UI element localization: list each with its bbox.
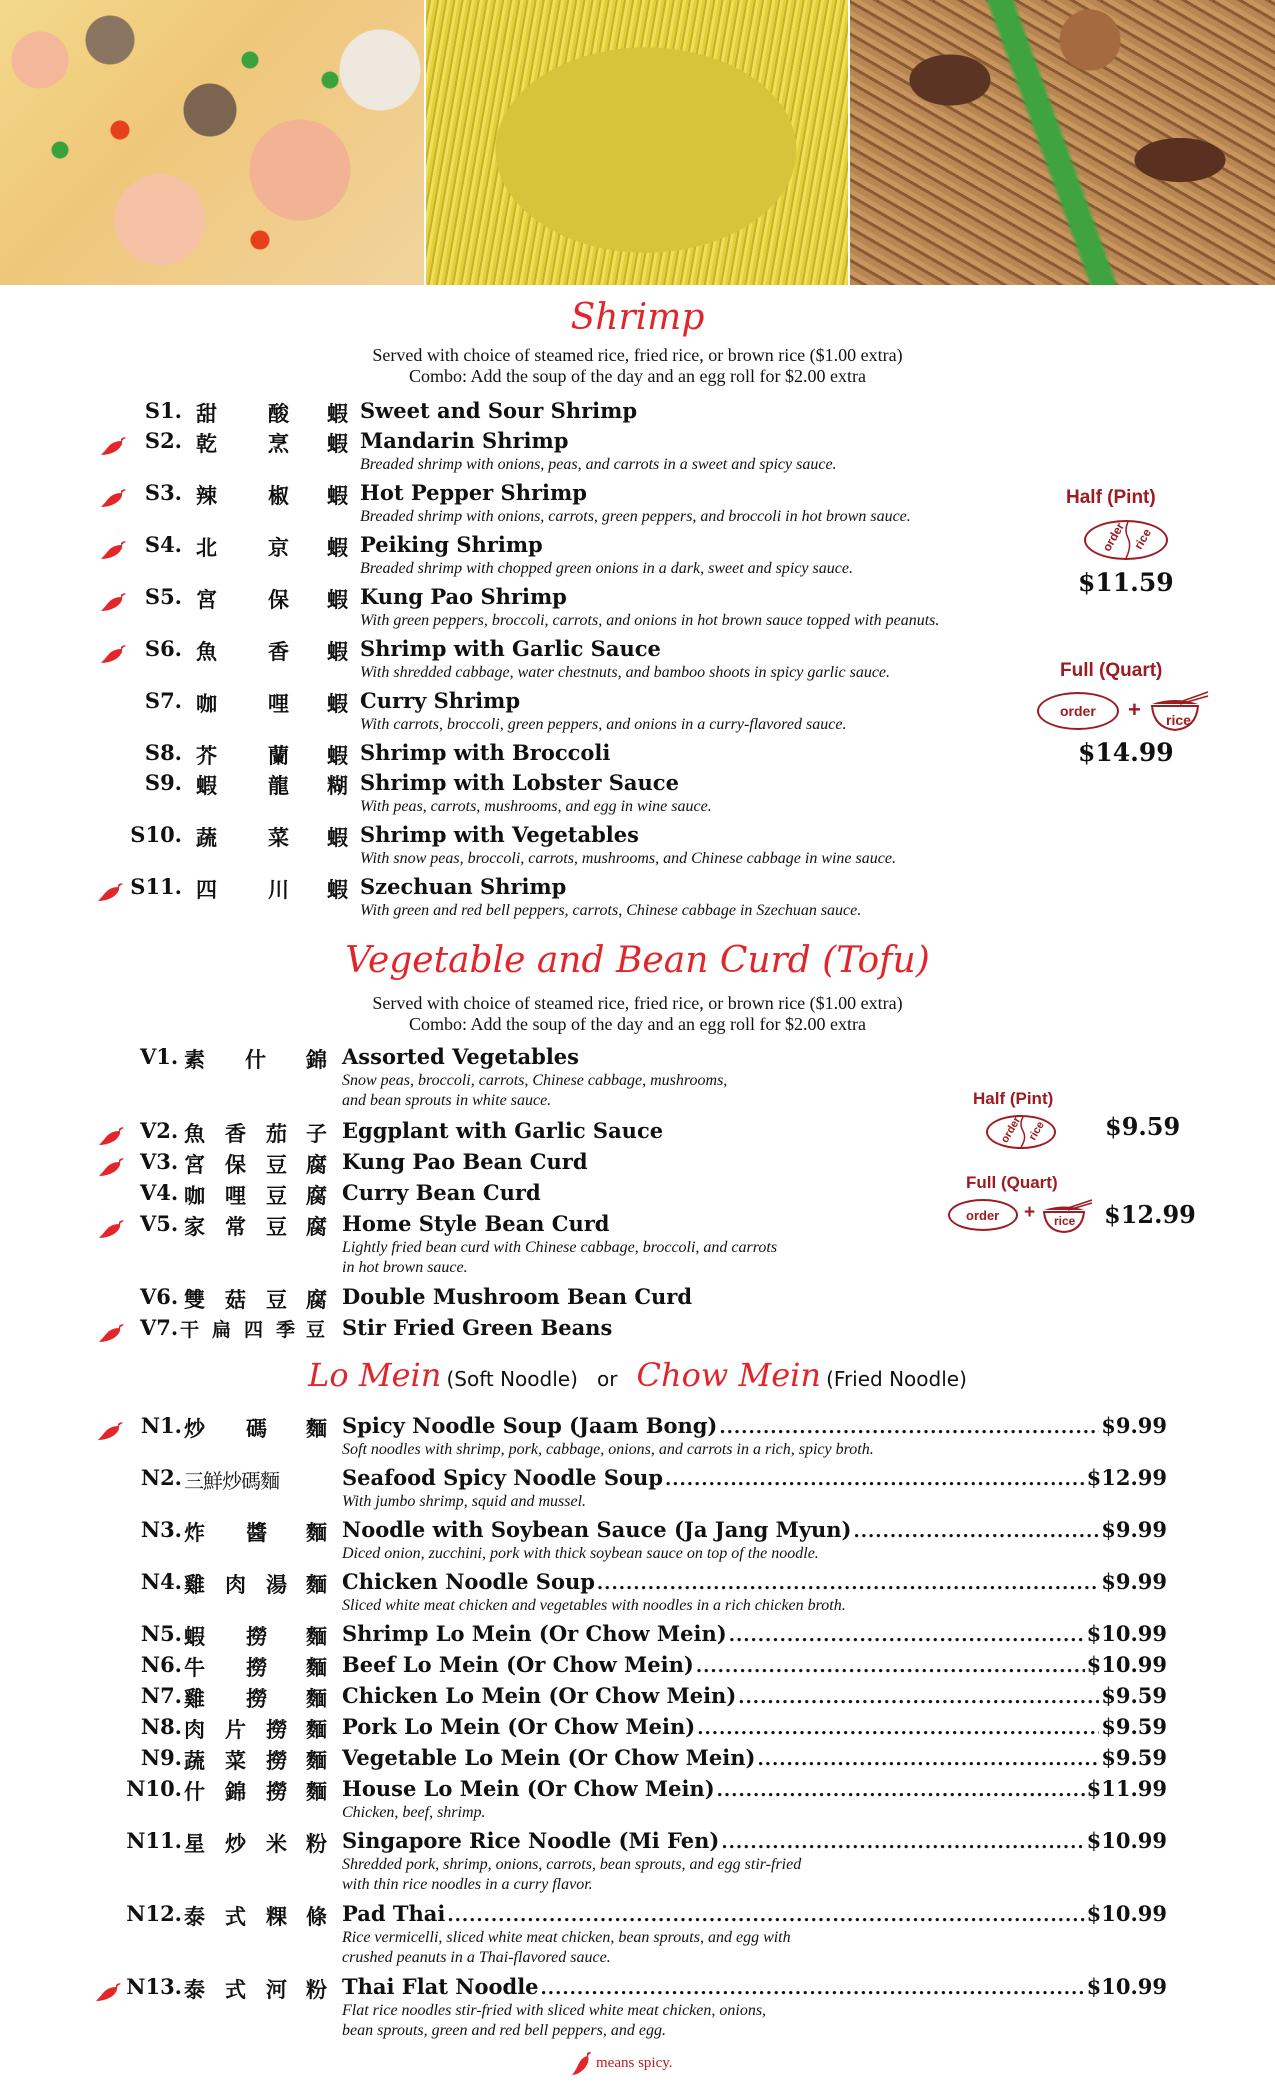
item-name-price-row: [342, 1517, 1167, 1542]
item-chinese-char: 辣: [196, 483, 217, 508]
item-chinese-char: 蝦: [327, 825, 348, 850]
item-name-price-row: [342, 1901, 1167, 1926]
beef-lo-mein-photo: [850, 0, 1275, 285]
item-name: Pork Lo Mein (Or Chow Mein): [342, 1714, 696, 1739]
item-chinese-char: 咖: [184, 1183, 205, 1208]
item-code: N3.: [140, 1517, 182, 1542]
item-name: Shrimp with Lobster Sauce: [360, 770, 679, 795]
full-order-icon: order: [1037, 692, 1119, 730]
item-chinese-char: 蝦: [327, 535, 348, 560]
chow-mein-title: Chow Mein: [636, 1356, 821, 1394]
half-order-rice-icon: order rice: [986, 1115, 1056, 1149]
section-note-line2: Combo: Add the soup of the day and an egg roll for $2.00 extra: [409, 1014, 866, 1034]
item-name: Double Mushroom Bean Curd: [342, 1284, 693, 1309]
item-chinese-char: 雞: [184, 1686, 205, 1711]
item-description: with thin rice noodles in a curry flavor.: [342, 1876, 593, 1893]
item-code: N11.: [126, 1828, 182, 1853]
item-name: Shrimp Lo Mein (Or Chow Mein): [342, 1621, 727, 1646]
item-description: Lightly fried bean curd with Chinese cabbage, broccoli, and carrots: [342, 1239, 778, 1256]
item-code: S4.: [144, 532, 182, 557]
item-price: $10.99: [1086, 1652, 1167, 1677]
section-title-noodles: [0, 1356, 1275, 1394]
item-chinese-char: 宮: [184, 1152, 205, 1177]
half-pint-price: $11.59: [1078, 568, 1174, 597]
singapore-rice-noodle-photo: [424, 0, 850, 285]
item-name-price-row: [342, 1569, 1167, 1594]
item-chinese-char: 椒: [268, 483, 289, 508]
item-chinese-char: 河: [266, 1977, 287, 2002]
item-chinese-char: 蝦: [196, 773, 217, 798]
item-name: Seafood Spicy Noodle Soup: [342, 1465, 663, 1490]
item-name: Curry Bean Curd: [342, 1180, 541, 1205]
item-chinese-char: 乾: [196, 431, 217, 456]
item-chinese-char: 腐: [306, 1214, 327, 1239]
item-code: S5.: [144, 584, 182, 609]
item-chinese-char: 蝦: [327, 401, 348, 426]
item-chinese-char: 撈: [246, 1655, 267, 1680]
item-description: With green peppers, broccoli, carrots, and onions in hot brown sauce topped with peanuts.: [360, 612, 940, 629]
item-chinese-char: 錦: [225, 1779, 246, 1804]
section-note-line1: Served with choice of steamed rice, fried rice, or brown rice ($1.00 extra): [372, 993, 903, 1013]
item-name-price-row: [342, 1683, 1167, 1708]
item-chinese-char: 醬: [246, 1520, 267, 1545]
item-chinese-char: 京: [268, 535, 289, 560]
lo-mein-subtitle: (Soft Noodle): [446, 1367, 578, 1391]
item-name: House Lo Mein (Or Chow Mein): [342, 1776, 715, 1801]
full-quart-price: $12.99: [1104, 1200, 1196, 1229]
item-name: Peiking Shrimp: [360, 532, 543, 557]
item-chinese-char: 茄: [266, 1121, 287, 1146]
item-code: S11.: [130, 874, 182, 899]
item-price: $9.99: [1101, 1413, 1167, 1438]
item-price: $10.99: [1086, 1901, 1167, 1926]
item-chinese-char: 腐: [306, 1287, 327, 1312]
item-description: Flat rice noodles stir-fried with sliced white meat chicken, onions,: [342, 2002, 767, 2019]
item-chinese-char: 雙: [184, 1287, 205, 1312]
item-name: Shrimp with Garlic Sauce: [360, 636, 661, 661]
item-name: Chicken Lo Mein (Or Chow Mein): [342, 1683, 737, 1708]
item-code: N7.: [140, 1683, 182, 1708]
item-chinese-char: 咖: [196, 691, 217, 716]
item-description: bean sprouts, green and red bell peppers, and egg.: [342, 2022, 666, 2039]
chili-pepper-icon: [97, 882, 123, 902]
item-chinese-char: 宮: [196, 587, 217, 612]
item-name: Mandarin Shrimp: [360, 428, 569, 453]
item-chinese-char: 麵: [306, 1686, 327, 1711]
item-name-price-row: [342, 1745, 1167, 1770]
dot-leader: [719, 1417, 1099, 1438]
half-pint-label: Half (Pint): [1066, 487, 1156, 508]
chili-pepper-icon: [100, 488, 126, 508]
item-description: With carrots, broccoli, green peppers, and onions in a curry-flavored sauce.: [360, 716, 847, 733]
item-code: N9.: [140, 1745, 182, 1770]
item-chinese-char: 酸: [268, 401, 289, 426]
item-code: S2.: [144, 428, 182, 453]
item-chinese-char: 麵: [306, 1572, 327, 1597]
item-description: Shredded pork, shrimp, onions, carrots, bean sprouts, and egg stir-fried: [342, 1856, 802, 1873]
item-code: N4.: [140, 1569, 182, 1594]
chili-pepper-icon: [98, 1219, 124, 1239]
item-chinese-char: 蝦: [327, 877, 348, 902]
item-chinese-char: 麵: [306, 1624, 327, 1649]
item-chinese-char: 泰: [184, 1977, 205, 2002]
item-price: $9.99: [1101, 1569, 1167, 1594]
item-name: Shrimp with Broccoli: [360, 740, 611, 765]
half-pint-price: $9.59: [1105, 1112, 1181, 1141]
item-chinese-char: 豆: [306, 1319, 326, 1341]
item-chinese-char: 龍: [268, 773, 289, 798]
or-label: or: [596, 1367, 618, 1391]
item-code: V5.: [140, 1211, 179, 1236]
item-code: S7.: [144, 688, 182, 713]
item-code: V4.: [140, 1180, 179, 1205]
item-name: Chicken Noodle Soup: [342, 1569, 595, 1594]
item-chinese-char: 干: [180, 1319, 200, 1341]
dot-leader: [696, 1656, 1085, 1677]
item-chinese-char: 菜: [268, 825, 289, 850]
item-description: Breaded shrimp with chopped green onions in a dark, sweet and spicy sauce.: [360, 560, 853, 577]
item-description: Soft noodles with shrimp, pork, cabbage, onions, and carrots in a rich, spicy broth.: [342, 1441, 874, 1458]
item-chinese-char: 麵: [306, 1655, 327, 1680]
item-price: $12.99: [1086, 1465, 1167, 1490]
item-chinese-char: 保: [225, 1152, 246, 1177]
item-price: $9.59: [1101, 1714, 1167, 1739]
item-chinese-char: 魚: [196, 639, 217, 664]
dot-leader: [717, 1780, 1085, 1801]
item-chinese-char: 腐: [306, 1152, 327, 1177]
item-name-price-row: [342, 1652, 1167, 1677]
dot-leader: [697, 1718, 1099, 1739]
item-chinese-char: 麵: [306, 1717, 327, 1742]
item-name: Eggplant with Garlic Sauce: [342, 1118, 664, 1143]
item-description: and bean sprouts in white sauce.: [342, 1092, 552, 1109]
rice-bowl-label: rice: [1166, 712, 1191, 728]
item-chinese-char: 蘭: [268, 743, 289, 768]
item-name-price-row: [342, 1776, 1167, 1801]
dot-leader: [738, 1687, 1099, 1708]
item-name: Pad Thai: [342, 1901, 446, 1926]
chow-mein-subtitle: (Fried Noodle): [826, 1367, 967, 1391]
item-name: Hot Pepper Shrimp: [360, 480, 587, 505]
item-code: V2.: [140, 1118, 179, 1143]
item-chinese-char: 菇: [225, 1287, 246, 1312]
item-chinese-char: 什: [245, 1047, 266, 1072]
item-code: N12.: [126, 1901, 182, 1926]
item-chinese-char: 豆: [266, 1214, 287, 1239]
item-name-price-row: [342, 1465, 1167, 1490]
section-title-vegetable: Vegetable and Bean Curd (Tofu): [345, 940, 930, 981]
item-chinese-char: 麵: [306, 1779, 327, 1804]
item-chinese-char: 四: [244, 1319, 264, 1341]
item-chinese-char: 豆: [266, 1152, 287, 1177]
item-price: $9.59: [1101, 1683, 1167, 1708]
item-name-price-row: [342, 1413, 1167, 1438]
lo-mein-title: Lo Mein: [308, 1356, 442, 1394]
plus-sign: +: [1024, 1202, 1036, 1223]
dot-leader: [757, 1749, 1099, 1770]
item-chinese-char: 片: [225, 1717, 246, 1742]
item-description: Breaded shrimp with onions, carrots, green peppers, and broccoli in hot brown sauce.: [360, 508, 911, 525]
item-price: $9.59: [1101, 1745, 1167, 1770]
item-name: Curry Shrimp: [360, 688, 521, 713]
item-chinese-char: 蝦: [327, 431, 348, 456]
item-chinese-char: 肉: [184, 1717, 205, 1742]
dot-leader: [854, 1521, 1100, 1542]
item-code: N5.: [140, 1621, 182, 1646]
item-code: V7.: [140, 1315, 179, 1340]
item-chinese-char: 常: [225, 1214, 246, 1239]
item-code: N2.: [140, 1465, 182, 1490]
full-quart-label: Full (Quart): [1060, 660, 1163, 681]
item-chinese-char: 哩: [268, 691, 289, 716]
section-note-line2: Combo: Add the soup of the day and an egg roll for $2.00 extra: [409, 366, 866, 386]
section-title-shrimp: Shrimp: [570, 297, 705, 338]
half-pint-label: Half (Pint): [973, 1089, 1054, 1108]
item-price: $10.99: [1086, 1828, 1167, 1853]
chili-pepper-icon: [98, 1126, 124, 1146]
item-name: Assorted Vegetables: [342, 1044, 579, 1069]
item-description: Chicken, beef, shrimp.: [342, 1804, 486, 1821]
item-code: V3.: [140, 1149, 179, 1174]
item-description: Breaded shrimp with onions, peas, and carrots in a sweet and spicy sauce.: [360, 456, 837, 473]
item-chinese-char: 粉: [306, 1831, 327, 1856]
item-chinese-char: 魚: [184, 1121, 205, 1146]
item-chinese-char: 蝦: [327, 587, 348, 612]
item-name-price-row: [342, 1828, 1167, 1853]
item-chinese-char: 炸: [184, 1520, 205, 1545]
item-name-price-row: [342, 1974, 1167, 1999]
item-chinese-char: 式: [225, 1977, 246, 2002]
chili-pepper-icon: [95, 1982, 121, 2002]
item-chinese-char: 菜: [225, 1748, 246, 1773]
item-chinese-char: 湯: [266, 1572, 287, 1597]
item-code: N8.: [140, 1714, 182, 1739]
chili-pepper-icon: [100, 644, 126, 664]
spicy-legend: [570, 2050, 673, 2076]
item-code: S1.: [144, 398, 182, 423]
item-name-price-row: [342, 1714, 1167, 1739]
item-chinese-char: 腐: [306, 1183, 327, 1208]
item-code: V1.: [140, 1044, 179, 1069]
item-name: Beef Lo Mein (Or Chow Mein): [342, 1652, 694, 1677]
item-code: S6.: [144, 636, 182, 661]
item-chinese-char: 錦: [306, 1047, 327, 1072]
item-code: N13.: [126, 1974, 182, 1999]
item-name: Kung Pao Shrimp: [360, 584, 567, 609]
rice-bowl-label: rice: [1054, 1214, 1076, 1228]
item-code: N10.: [126, 1776, 182, 1801]
item-chinese-char: 式: [225, 1904, 246, 1929]
item-chinese-char: 蝦: [327, 691, 348, 716]
item-chinese-char: 豆: [266, 1183, 287, 1208]
item-name: Kung Pao Bean Curd: [342, 1149, 588, 1174]
item-chinese-char: 甜: [196, 401, 217, 426]
item-chinese-char: 粉: [306, 1977, 327, 2002]
item-chinese-char: 扁: [212, 1319, 232, 1341]
item-name: Noodle with Soybean Sauce (Ja Jang Myun): [342, 1517, 852, 1542]
item-code: S3.: [144, 480, 182, 505]
item-chinese-char: 蔬: [196, 825, 217, 850]
item-chinese-char: 糊: [327, 773, 348, 798]
item-chinese-char: 肉: [225, 1572, 246, 1597]
item-chinese-char: 麵: [306, 1416, 327, 1441]
photo-banner: [0, 0, 1275, 285]
spicy-legend-text: means spicy.: [596, 2054, 673, 2071]
item-chinese-char: 香: [225, 1121, 246, 1146]
item-chinese-char: 什: [184, 1779, 205, 1804]
item-price: $9.99: [1101, 1517, 1167, 1542]
item-chinese-char: 撈: [266, 1717, 287, 1742]
item-chinese-char: 季: [276, 1319, 296, 1341]
dot-leader: [665, 1469, 1085, 1490]
item-chinese-char: 米: [266, 1831, 287, 1856]
item-chinese-char: 蝦: [184, 1624, 205, 1649]
dot-leader: [729, 1625, 1085, 1646]
item-description: With peas, carrots, mushrooms, and egg in wine sauce.: [360, 798, 712, 815]
item-code: S9.: [144, 770, 182, 795]
item-chinese-char: 撈: [266, 1779, 287, 1804]
item-chinese-char: 粿: [266, 1904, 287, 1929]
item-description: With green and red bell peppers, carrots, Chinese cabbage in Szechuan sauce.: [360, 902, 862, 919]
item-name: Vegetable Lo Mein (Or Chow Mein): [342, 1745, 756, 1770]
chili-pepper-icon: [570, 2050, 592, 2076]
item-chinese-char: 家: [184, 1214, 205, 1239]
item-chinese-char: 炒: [184, 1416, 205, 1441]
item-chinese-char: 撈: [246, 1624, 267, 1649]
item-chinese-name: 三鮮炒碼麵: [184, 1469, 279, 1493]
item-description: crushed peanuts in a Thai-flavored sauce.: [342, 1949, 611, 1966]
chili-pepper-icon: [100, 592, 126, 612]
item-chinese-char: 牛: [184, 1655, 205, 1680]
item-code: S10.: [130, 822, 182, 847]
item-name: Singapore Rice Noodle (Mi Fen): [342, 1828, 720, 1853]
item-chinese-char: 條: [306, 1904, 327, 1929]
dot-leader: [721, 1832, 1084, 1853]
item-description: Diced onion, zucchini, pork with thick soybean sauce on top of the noodle.: [342, 1545, 819, 1562]
chili-pepper-icon: [100, 540, 126, 560]
half-order-rice-icon: order rice: [1084, 520, 1168, 560]
shrimp-dish-photo: [0, 0, 424, 285]
full-order-icon: order: [948, 1199, 1018, 1231]
item-description: Sliced white meat chicken and vegetables with noodles in a rich chicken broth.: [342, 1597, 846, 1614]
item-description: Rice vermicelli, sliced white meat chicken, bean sprouts, and egg with: [342, 1929, 791, 1946]
item-chinese-char: 炒: [225, 1831, 246, 1856]
item-chinese-char: 四: [196, 877, 217, 902]
chili-pepper-icon: [98, 1157, 124, 1177]
item-description: With jumbo shrimp, squid and mussel.: [342, 1493, 587, 1510]
item-name-price-row: [342, 1621, 1167, 1646]
section-note-line1: Served with choice of steamed rice, fried rice, or brown rice ($1.00 extra): [372, 345, 903, 365]
item-description: in hot brown sauce.: [342, 1259, 468, 1276]
item-chinese-char: 麵: [306, 1520, 327, 1545]
item-name: Shrimp with Vegetables: [360, 822, 639, 847]
item-chinese-char: 哩: [225, 1183, 246, 1208]
item-description: Snow peas, broccoli, carrots, Chinese cabbage, mushrooms,: [342, 1072, 728, 1089]
item-chinese-char: 星: [184, 1831, 205, 1856]
item-chinese-char: 蔬: [184, 1748, 205, 1773]
full-quart-price: $14.99: [1078, 738, 1174, 767]
chili-pepper-icon: [98, 1323, 124, 1343]
item-chinese-char: 撈: [246, 1686, 267, 1711]
item-chinese-char: 芥: [196, 743, 217, 768]
chili-pepper-icon: [97, 1421, 123, 1441]
item-name: Spicy Noodle Soup (Jaam Bong): [342, 1413, 718, 1438]
item-chinese-char: 子: [306, 1121, 327, 1146]
plus-sign: +: [1128, 697, 1141, 722]
item-name: Sweet and Sour Shrimp: [360, 398, 638, 423]
item-name: Szechuan Shrimp: [360, 874, 567, 899]
item-code: N6.: [140, 1652, 182, 1677]
item-chinese-char: 麵: [306, 1748, 327, 1773]
item-description: With shredded cabbage, water chestnuts, and bamboo shoots in spicy garlic sauce.: [360, 664, 891, 681]
item-chinese-char: 烹: [268, 431, 289, 456]
item-chinese-char: 川: [268, 877, 289, 902]
item-code: S8.: [144, 740, 182, 765]
item-price: $10.99: [1086, 1621, 1167, 1646]
item-price: $11.99: [1086, 1776, 1167, 1801]
item-code: N1.: [140, 1413, 182, 1438]
item-chinese-char: 泰: [184, 1904, 205, 1929]
item-price: $10.99: [1086, 1974, 1167, 1999]
item-chinese-char: 豆: [266, 1287, 287, 1312]
dot-leader: [597, 1573, 1099, 1594]
chili-pepper-icon: [100, 436, 126, 456]
item-chinese-char: 雞: [184, 1572, 205, 1597]
item-chinese-char: 北: [196, 535, 217, 560]
item-description: With snow peas, broccoli, carrots, mushrooms, and Chinese cabbage in wine sauce.: [360, 850, 896, 867]
item-chinese-char: 素: [184, 1047, 205, 1072]
item-chinese-char: 蝦: [327, 743, 348, 768]
dot-leader: [447, 1905, 1084, 1926]
item-code: V6.: [140, 1284, 179, 1309]
item-chinese-char: 碼: [246, 1416, 267, 1441]
dot-leader: [541, 1978, 1085, 1999]
item-chinese-char: 香: [268, 639, 289, 664]
item-chinese-char: 蝦: [327, 639, 348, 664]
item-chinese-char: 蝦: [327, 483, 348, 508]
item-name: Stir Fried Green Beans: [342, 1315, 613, 1340]
item-chinese-char: 撈: [266, 1748, 287, 1773]
item-name: Thai Flat Noodle: [342, 1974, 539, 1999]
item-chinese-char: 保: [268, 587, 289, 612]
full-quart-label: Full (Quart): [966, 1173, 1058, 1192]
item-name: Home Style Bean Curd: [342, 1211, 610, 1236]
